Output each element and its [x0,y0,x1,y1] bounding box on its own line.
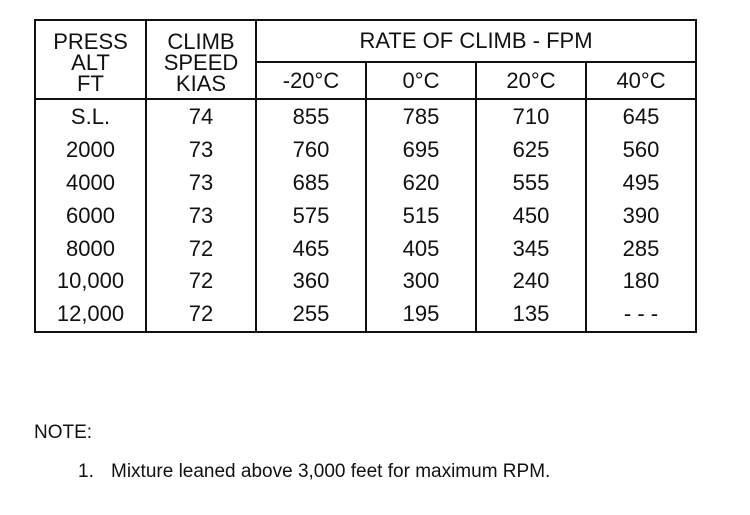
cell-roc-20: 625 [476,134,586,167]
table-row [35,99,696,134]
cell-roc-0: 785 [366,99,476,134]
note-item-text: Mixture leaned above 3,000 feet for maximum RPM. [111,461,551,482]
cell-roc-20: 345 [476,232,586,265]
cell-roc-40: 390 [586,199,696,232]
cell-press-alt: 12,000 [35,298,146,332]
cell-roc-40: 645 [586,99,696,134]
cell-climb-speed: 74 [146,99,256,134]
cell-press-alt: 10,000 [35,265,146,298]
table-row [35,134,696,167]
cell-press-alt: 2000 [35,134,146,167]
cell-roc-20: 240 [476,265,586,298]
cell-roc-minus-20: 360 [256,265,366,298]
cell-roc-0: 620 [366,167,476,200]
cell-climb-speed: 72 [146,298,256,332]
cell-roc-minus-20: 255 [256,298,366,332]
cell-roc-minus-20: 575 [256,199,366,232]
cell-roc-minus-20: 685 [256,167,366,200]
cell-roc-40: 285 [586,232,696,265]
note-label: NOTE: [34,422,93,443]
cell-roc-40: 180 [586,265,696,298]
cell-roc-0: 515 [366,199,476,232]
cell-press-alt: 6000 [35,199,146,232]
table-row [35,167,696,200]
cell-roc-40: 495 [586,167,696,200]
cell-roc-40: 560 [586,134,696,167]
note-item-number: 1. [78,461,94,482]
header-press-alt: PRESS ALT FT [35,20,146,99]
cell-roc-20: 450 [476,199,586,232]
cell-climb-speed: 72 [146,232,256,265]
cell-roc-20: 555 [476,167,586,200]
header-rate-of-climb: RATE OF CLIMB - FPM [256,20,696,62]
header-temp-40: 40°C [586,62,696,99]
header-temp-0: 0°C [366,62,476,99]
cell-climb-speed: 72 [146,265,256,298]
cell-roc-40: - - - [586,298,696,332]
header-temp-20: 20°C [476,62,586,99]
cell-roc-0: 300 [366,265,476,298]
table-row [35,298,696,332]
cell-climb-speed: 73 [146,199,256,232]
cell-roc-0: 405 [366,232,476,265]
cell-roc-20: 710 [476,99,586,134]
cell-roc-0: 195 [366,298,476,332]
cell-press-alt: S.L. [35,99,146,134]
table-row [35,265,696,298]
cell-roc-minus-20: 465 [256,232,366,265]
table-row [35,232,696,265]
cell-climb-speed: 73 [146,134,256,167]
cell-press-alt: 4000 [35,167,146,200]
cell-press-alt: 8000 [35,232,146,265]
cell-roc-minus-20: 855 [256,99,366,134]
cell-roc-20: 135 [476,298,586,332]
table-row [35,199,696,232]
note-item [78,461,550,483]
cell-climb-speed: 73 [146,167,256,200]
table-body [35,99,696,332]
cell-roc-minus-20: 760 [256,134,366,167]
cell-roc-0: 695 [366,134,476,167]
header-climb-speed: CLIMB SPEED KIAS [146,20,256,99]
header-temp-minus-20: -20°C [256,62,366,99]
rate-of-climb-table [34,19,697,333]
